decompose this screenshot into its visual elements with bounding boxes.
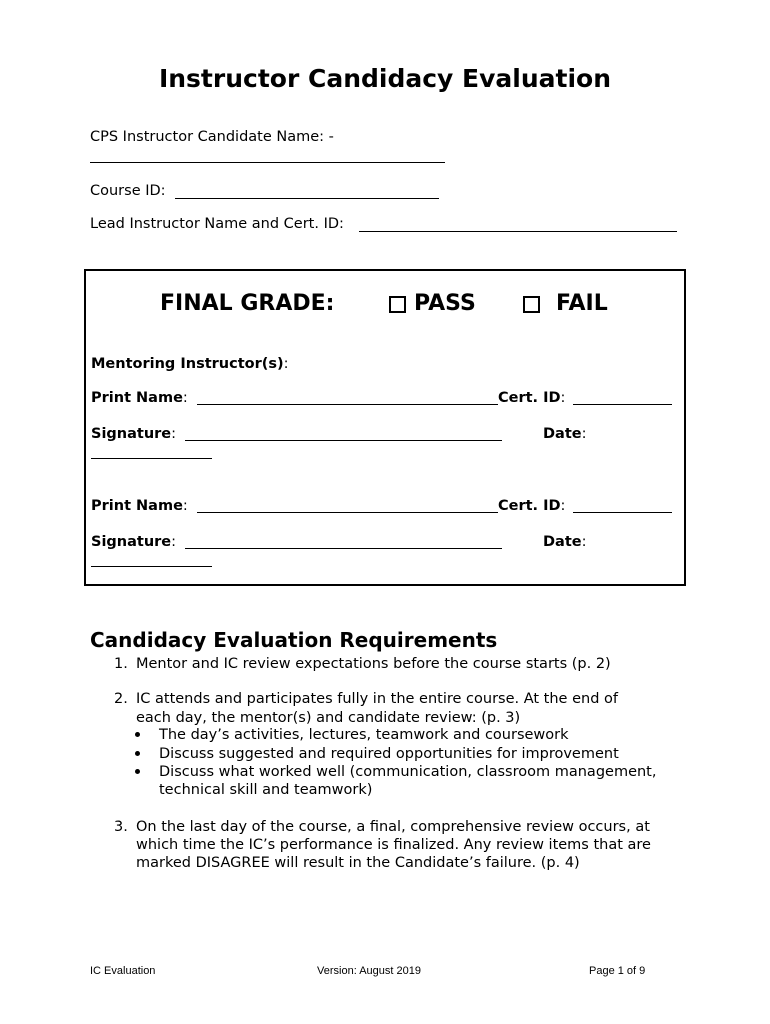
mentor-1-print-name-field[interactable] bbox=[197, 404, 498, 405]
print-name-label: Print Name bbox=[91, 390, 183, 406]
final-grade-box bbox=[84, 269, 686, 586]
signature-label: Signature bbox=[91, 534, 172, 550]
pass-label: PASS bbox=[414, 291, 476, 316]
mentor-2-date bbox=[543, 531, 586, 550]
colon: : bbox=[283, 356, 289, 372]
fail-label: FAIL bbox=[556, 291, 608, 316]
bullet-item: Discuss what worked well (communication, classroom management, bbox=[159, 764, 657, 780]
footer-page-number: Page 1 of 9 bbox=[589, 965, 646, 977]
colon: : bbox=[182, 498, 188, 514]
cert-id-label: Cert. ID bbox=[498, 390, 561, 406]
bullet-icon bbox=[135, 732, 140, 737]
final-grade-label: FINAL GRADE: bbox=[160, 291, 335, 316]
course-id-field[interactable] bbox=[175, 198, 439, 199]
requirements-heading: Candidacy Evaluation Requirements bbox=[90, 628, 498, 652]
mentor-1-cert-id-field[interactable] bbox=[573, 404, 672, 405]
fail-checkbox[interactable] bbox=[523, 296, 540, 313]
bullet-item: Discuss suggested and required opportunities for improvement bbox=[159, 746, 619, 762]
bullet-icon bbox=[135, 769, 140, 774]
bullet-item: The day’s activities, lectures, teamwork and coursework bbox=[159, 727, 569, 743]
colon: : bbox=[560, 498, 566, 514]
bullet-item: technical skill and teamwork) bbox=[159, 782, 373, 798]
mentor-2-print-name-field[interactable] bbox=[197, 512, 498, 513]
colon: : bbox=[560, 390, 566, 406]
mentor-2-signature bbox=[91, 531, 176, 550]
bullet-icon bbox=[135, 751, 140, 756]
colon: : bbox=[171, 426, 177, 442]
mentor-1-print-name bbox=[91, 387, 188, 406]
footer-version: Version: August 2019 bbox=[317, 965, 421, 977]
lead-instructor-label: Lead Instructor Name and Cert. ID: bbox=[90, 216, 344, 232]
mentoring-instructors-heading bbox=[91, 353, 289, 372]
list-item-number: 1. bbox=[114, 656, 128, 672]
date-label: Date bbox=[543, 534, 582, 550]
candidate-name-field[interactable] bbox=[90, 162, 445, 163]
page-title: Instructor Candidacy Evaluation bbox=[158, 64, 612, 93]
lead-instructor-field[interactable] bbox=[359, 231, 677, 232]
candidate-name-label: CPS Instructor Candidate Name: - bbox=[90, 129, 334, 145]
footer-left: IC Evaluation bbox=[90, 965, 156, 977]
date-label: Date bbox=[543, 426, 582, 442]
mentor-1-cert-id bbox=[498, 387, 565, 406]
course-id-label: Course ID: bbox=[90, 183, 166, 199]
colon: : bbox=[581, 534, 587, 550]
list-item: IC attends and participates fully in the entire course. At the end of bbox=[136, 691, 618, 707]
colon: : bbox=[171, 534, 177, 550]
pass-checkbox[interactable] bbox=[389, 296, 406, 313]
mentor-2-date-field[interactable] bbox=[91, 566, 212, 567]
mentor-2-cert-id bbox=[498, 495, 565, 514]
mentoring-label: Mentoring Instructor(s) bbox=[91, 356, 284, 372]
list-item-number: 3. bbox=[114, 819, 128, 835]
list-item: marked DISAGREE will result in the Candidate’s failure. (p. 4) bbox=[136, 855, 580, 871]
list-item: which time the IC’s performance is finalized. Any review items that are bbox=[136, 837, 651, 853]
signature-label: Signature bbox=[91, 426, 172, 442]
cert-id-label: Cert. ID bbox=[498, 498, 561, 514]
list-item: Mentor and IC review expectations before the course starts (p. 2) bbox=[136, 656, 611, 672]
mentor-2-signature-field[interactable] bbox=[185, 548, 502, 549]
mentor-2-cert-id-field[interactable] bbox=[573, 512, 672, 513]
mentor-1-date bbox=[543, 423, 586, 442]
list-item-number: 2. bbox=[114, 691, 128, 707]
mentor-1-signature bbox=[91, 423, 176, 442]
list-item: each day, the mentor(s) and candidate review: (p. 3) bbox=[136, 710, 521, 726]
colon: : bbox=[182, 390, 188, 406]
mentor-1-signature-field[interactable] bbox=[185, 440, 502, 441]
mentor-1-date-field[interactable] bbox=[91, 458, 212, 459]
colon: : bbox=[581, 426, 587, 442]
mentor-2-print-name bbox=[91, 495, 188, 514]
list-item: On the last day of the course, a final, comprehensive review occurs, at bbox=[136, 819, 650, 835]
print-name-label: Print Name bbox=[91, 498, 183, 514]
